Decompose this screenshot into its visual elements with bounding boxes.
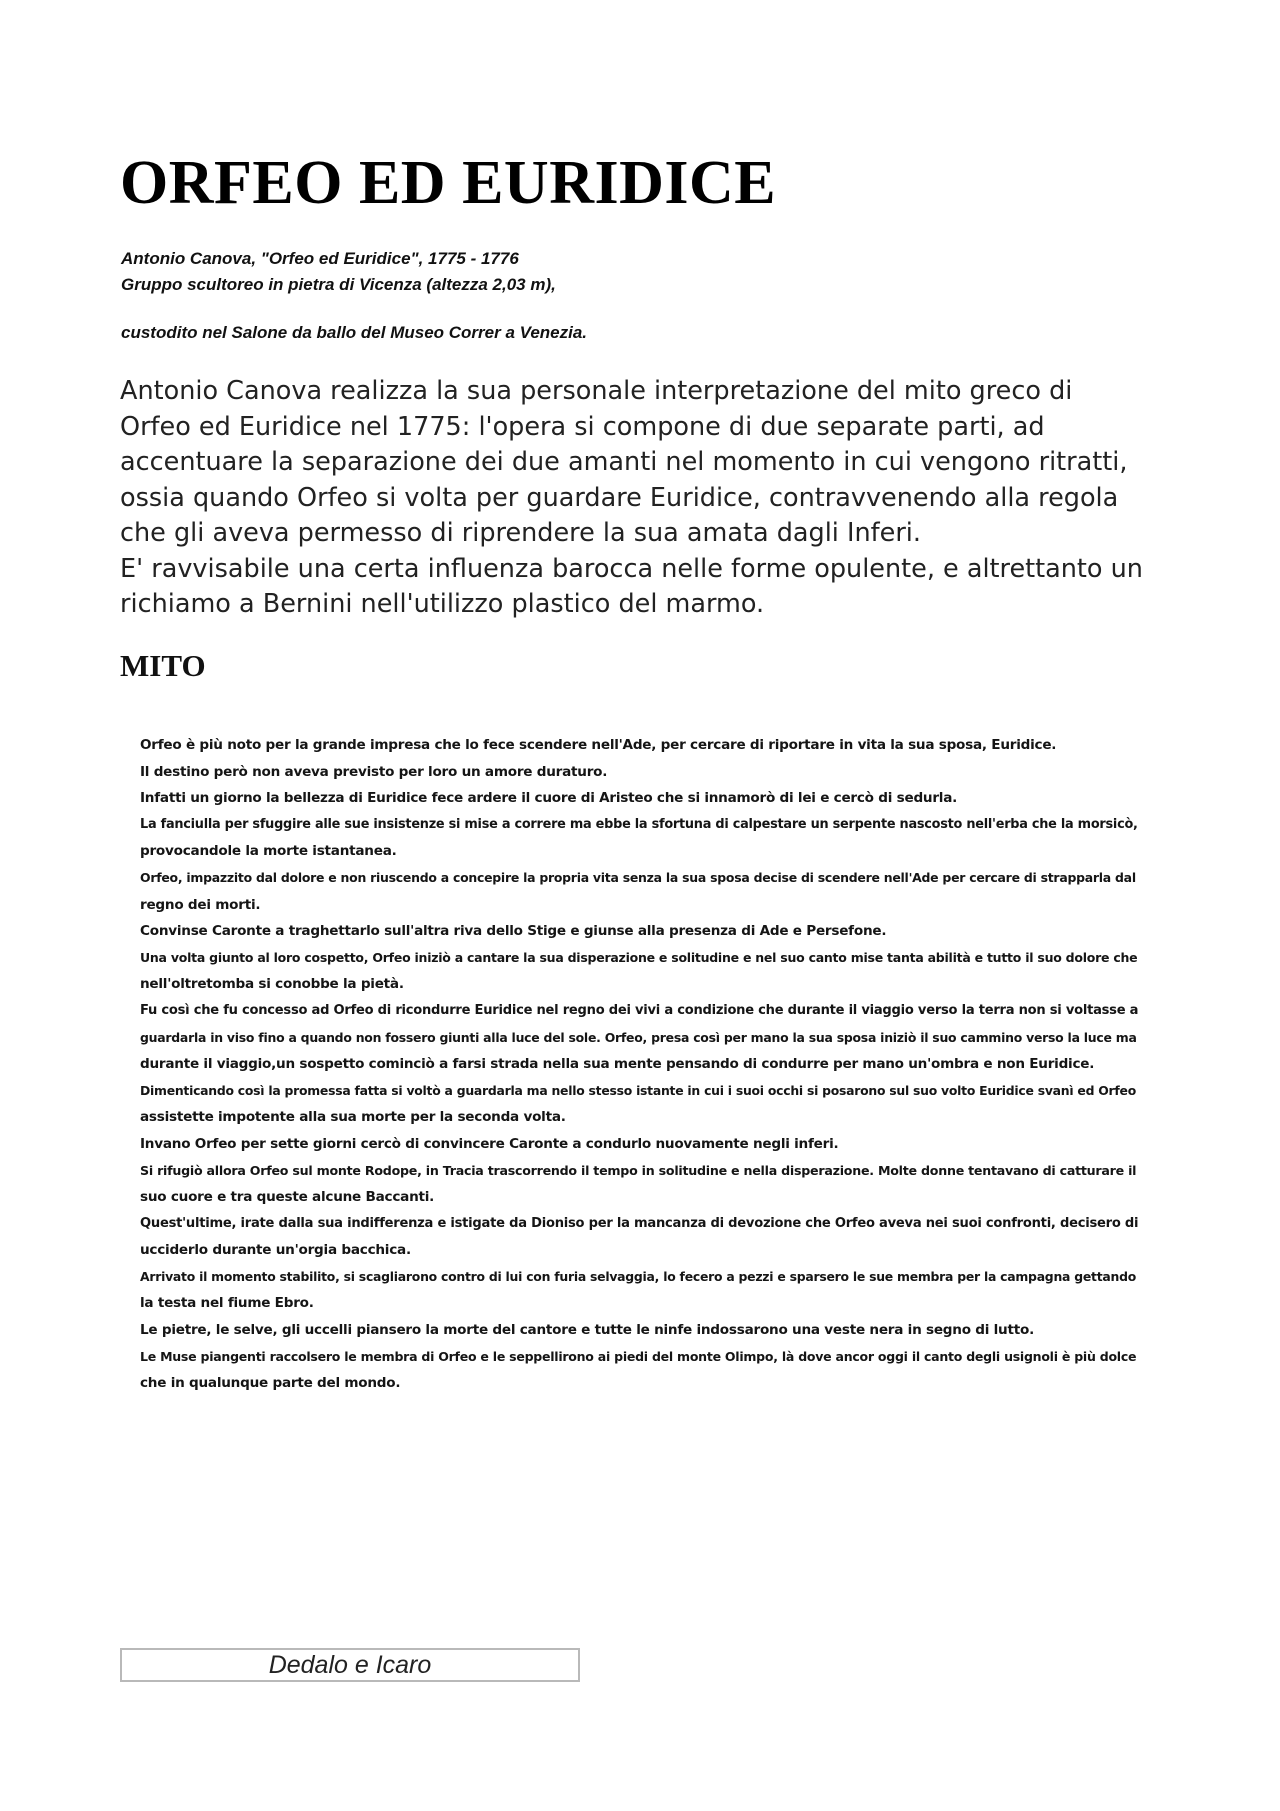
myth-line: regno dei morti. — [140, 896, 261, 913]
myth-line: nell'oltretomba si conobbe la pietà. — [140, 976, 404, 993]
myth-line: Si rifugiò allora Orfeo sul monte Rodope, in Tracia trascorrendo il tempo in solitudine e nella disperazione. Molte donne tentavano di catturare il — [140, 1162, 1137, 1178]
myth-line: assistette impotente alla sua morte per la seconda volta. — [140, 1109, 566, 1126]
myth-line: Orfeo, impazzito dal dolore e non riuscendo a concepire la propria vita senza la sua sposa decise di scendere nell'Ade per cercare di strapparla dal — [140, 869, 1136, 885]
myth-line: provocandole la morte istantanea. — [140, 843, 397, 860]
artwork-caption-line: custodito nel Salone da ballo del Museo Correr a Venezia. — [121, 323, 588, 342]
artwork-caption-line: Antonio Canova, "Orfeo ed Euridice", 1775 - 1776 — [121, 249, 519, 268]
myth-line: Arrivato il momento stabilito, si scagliarono contro di lui con furia selvaggia, lo fecero a pezzi e sparsero le sue membra per la campagna gettando — [140, 1268, 1136, 1284]
myth-line: Dimenticando così la promessa fatta si voltò a guardarla ma nello stesso istante in cui i suoi occhi si posarono sul suo volto Euridice svanì ed Orfeo — [140, 1082, 1136, 1098]
myth-line: Le pietre, le selve, gli uccelli piansero la morte del cantore e tutte le ninfe indossarono una veste nera in segno di lutto. — [140, 1322, 1034, 1339]
myth-line: La fanciulla per sfuggire alle sue insistenze si mise a correre ma ebbe la sfortuna di calpestare un serpente nascosto nell'erba che la morsicò, — [140, 816, 1138, 832]
myth-line: durante il viaggio,un sospetto cominciò a farsi strada nella sua mente pensando di condurre per mano un'ombra e non Euridice. — [140, 1056, 1095, 1073]
intro-paragraph — [120, 374, 1180, 623]
intro-line: E' ravvisabile una certa influenza barocca nelle forme opulente, e altrettanto un — [120, 553, 1143, 584]
myth-line: che in qualunque parte del mondo. — [140, 1375, 401, 1392]
myth-line: Infatti un giorno la bellezza di Euridice fece ardere il cuore di Aristeo che si innamorò di lei e cercò di sedurla. — [140, 790, 958, 807]
myth-text-block — [140, 732, 1140, 1397]
myth-line: Il destino però non aveva previsto per loro un amore duraturo. — [140, 763, 608, 780]
intro-line: accentuare la separazione dei due amanti nel momento in cui vengono ritratti, — [120, 447, 1128, 477]
intro-line: richiamo a Bernini nell'utilizzo plastico del marmo. — [120, 589, 765, 619]
myth-line: Quest'ultime, irate dalla sua indifferenza e istigate da Dioniso per la mancanza di devozione che Orfeo aveva nei suoi confronti, decisero di — [140, 1215, 1139, 1231]
intro-line: che gli aveva permesso di riprendere la sua amata dagli Inferi. — [120, 518, 921, 548]
page-title: ORFEO ED EURIDICE — [120, 149, 777, 217]
myth-line: suo cuore e tra queste alcune Baccanti. — [140, 1189, 435, 1206]
intro-line: ossia quando Orfeo si volta per guardare Euridice, contravvenendo alla regola — [120, 482, 1119, 513]
myth-line: guardarla in viso fino a quando non fossero giunti alla luce del sole. Orfeo, presa così per mano la sua sposa iniziò il suo cammino verso la luce ma — [140, 1029, 1137, 1045]
myth-line: Orfeo è più noto per la grande impresa che lo fece scendere nell'Ade, per cercare di riportare in vita la sua sposa, Euridice. — [140, 737, 1057, 753]
section-title: MITO — [120, 648, 206, 683]
myth-line: Una volta giunto al loro cospetto, Orfeo iniziò a cantare la sua disperazione e solitudine e nel suo canto mise tanta abilità e tutto il suo dolore che — [140, 949, 1138, 965]
next-page-link[interactable] — [120, 1648, 580, 1682]
myth-line: ucciderlo durante un'orgia bacchica. — [140, 1242, 411, 1259]
myth-line: Fu così che fu concesso ad Orfeo di ricondurre Euridice nel regno dei vivi a condizione che durante il viaggio verso la terra non si voltasse a — [140, 1002, 1139, 1018]
next-page-link-label: Dedalo e Icaro — [268, 1650, 432, 1679]
myth-line: la testa nel fiume Ebro. — [140, 1295, 314, 1312]
intro-line: Antonio Canova realizza la sua personale interpretazione del mito greco di — [120, 376, 1073, 406]
intro-line: Orfeo ed Euridice nel 1775: l'opera si compone di due separate parti, ad — [120, 411, 1045, 442]
myth-line: Convinse Caronte a traghettarlo sull'altra riva dello Stige e giunse alla presenza di Ade e Persefone. — [140, 923, 887, 940]
myth-line: Le Muse piangenti raccolsero le membra di Orfeo e le seppellirono ai piedi del monte Olimpo, là dove ancor oggi il canto degli usignoli è più dolce — [140, 1348, 1137, 1364]
myth-line: Invano Orfeo per sette giorni cercò di convincere Caronte a condurlo nuovamente negli inferi. — [140, 1135, 839, 1152]
artwork-caption-line: Gruppo scultoreo in pietra di Vicenza (altezza 2,03 m), — [121, 275, 556, 294]
